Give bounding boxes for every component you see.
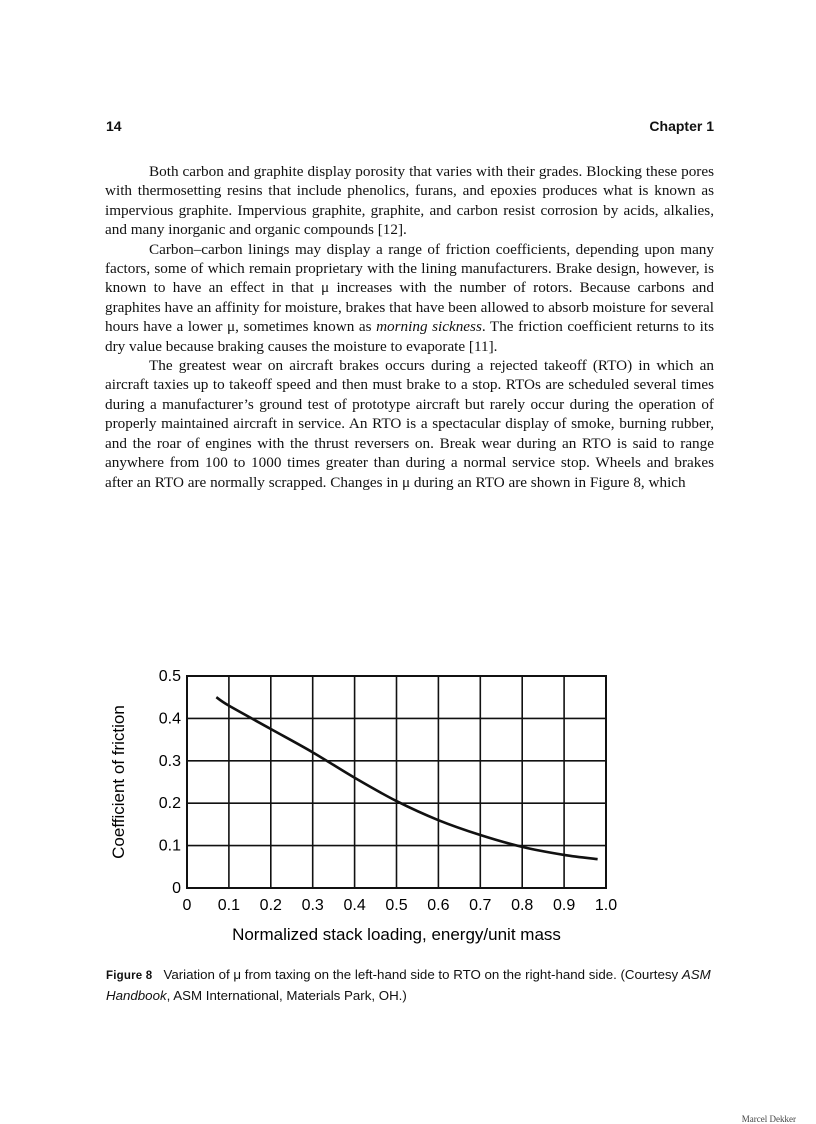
paragraph-porosity: Both carbon and graphite display porosity that varies with their grades. Blocking these pores with thermosetting resins that include phenolics, furans, and epoxies produces what is known as impervious graphite. Impervious graphite, graphite, and carbon resist corrosion by acids, alkalies, and many inorganic and organic compounds [12]. [105,163,714,239]
paragraph-carbon-linings [105,240,714,356]
paragraph-text: Carbon–carbon linings may display a range of friction coefficients, depending upon many factors, some of which remain proprietary with the lining manufacturers. Brake design, however, is known to have an effect in that μ increases with the number of rotors. Because carbons and graphites have an affinity for moisture, brakes that have been allowed to absorb moisture for several hours have a lower μ, sometimes known as [105,240,714,336]
emphasis-term: morning sickness [376,318,482,336]
y-tick-label: 0.4 [158,710,181,728]
y-tick-label: 0 [172,880,181,897]
x-axis-label: Normalized stack loading, energy/unit mass [232,925,561,944]
caption-text: Variation of μ from taxing on the left-hand side to RTO on the right-hand side. (Courtesy [163,967,682,982]
series-line-friction [216,697,597,859]
paragraph-text: . The friction coefficient returns to its dry value because braking causes the moisture to evaporate [11]. [105,318,714,355]
caption-text: , ASM International, Materials Park, OH.) [166,988,407,1003]
figure-label: Figure 8 [106,970,153,982]
friction-chart [0,650,816,960]
paragraph-rto: The greatest wear on aircraft brakes occurs during a rejected takeoff (RTO) in which an aircraft taxies up to takeoff speed and then must brake to a stop. RTOs are scheduled several times during a manufacturer’s ground test of prototype aircraft but rarely occur during the operation of properly maintained aircraft in service. An RTO is a spectacular display of smoke, burning rubber, and the roar of engines with the thrust reversers on. Break wear during an RTO is said to range anywhere from 100 to 1000 times greater than during a normal service stop. Wheels and brakes after an RTO are normally scrapped. Changes in μ during an RTO are shown in Figure 8, which [105,357,714,491]
page-number: 14 [106,118,122,134]
chapter-label: Chapter 1 [649,118,714,134]
body-text [105,162,714,492]
x-tick-label: 0.4 [343,897,366,914]
x-tick-label: 0.9 [552,897,576,914]
x-tick-label: 0.7 [469,897,492,914]
caption-source: ASM Handbook [106,967,711,1003]
x-tick-label: 0.8 [511,897,534,914]
x-tick-label: 0.1 [217,897,241,914]
y-tick-label: 0.5 [158,668,181,685]
x-tick-label: 0.5 [385,897,408,914]
y-tick-label: 0.3 [158,752,181,770]
figure-8 [0,650,816,960]
x-tick-label: 1.0 [594,897,618,914]
y-tick-label: 0.2 [158,795,181,813]
x-tick-label: 0.6 [427,897,450,914]
x-tick-label: 0.3 [301,897,324,914]
y-tick-label: 0.1 [158,837,181,855]
publisher-mark: Marcel Dekker [741,1114,796,1124]
figure-caption [106,965,718,1005]
x-tick-label: 0 [182,897,192,914]
x-tick-label: 0.2 [259,897,282,914]
y-axis-label: Coefficient of friction [109,705,128,859]
